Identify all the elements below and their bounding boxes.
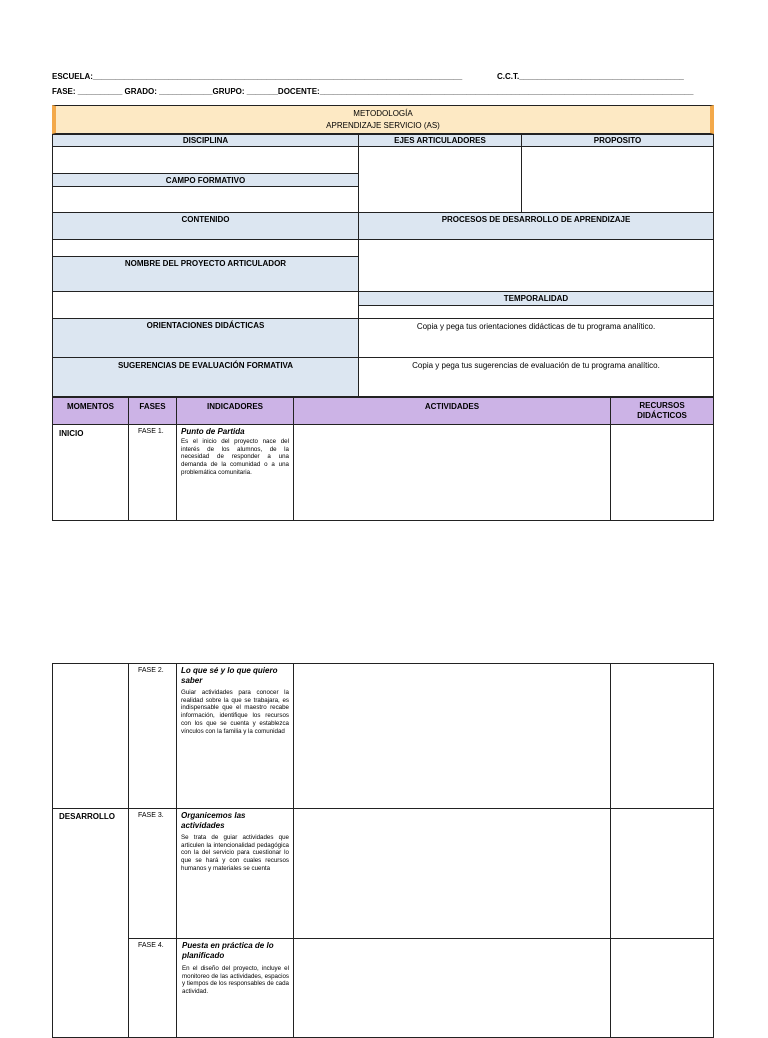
fase-cell bbox=[128, 938, 177, 1038]
contenido-header bbox=[52, 212, 359, 240]
recursos-cell[interactable] bbox=[610, 663, 714, 809]
actividades-label: ACTIVIDADES bbox=[424, 402, 480, 411]
fase-label: FASE 1. bbox=[138, 428, 164, 435]
momento-label: INICIO bbox=[59, 429, 84, 438]
campo-header bbox=[52, 173, 359, 187]
nombre-label: NOMBRE DEL PROYECTO ARTICULADOR bbox=[124, 259, 287, 268]
orientaciones-label: ORIENTACIONES DIDÁCTICAS bbox=[146, 321, 265, 330]
sugerencias-label: SUGERENCIAS DE EVALUACIÓN FORMATIVA bbox=[117, 361, 294, 370]
table-row bbox=[52, 808, 129, 1038]
actividades-cell[interactable] bbox=[293, 938, 611, 1038]
fase-cell bbox=[128, 663, 177, 809]
indicador-desc: Se trata de guiar actividades que articulen la intencionalidad pedagógica con la del servicio para cuestionar lo que se hará y con cuales recursos humanos y materiales se cuenta bbox=[181, 834, 289, 872]
cct-line: C.C.T._____________________________________ bbox=[497, 72, 684, 81]
indicador-desc: Es el inicio del proyecto nace del interés de los alumnos, de la necesidad de responder a una demanda de la comunidad o a una problemática comunitaria. bbox=[181, 438, 289, 476]
indicador-cell bbox=[176, 424, 294, 521]
fases-label: FASES bbox=[139, 402, 166, 411]
indicador-title: Organicemos las actividades bbox=[181, 811, 246, 830]
nombre-field[interactable] bbox=[52, 291, 359, 319]
recursos-header bbox=[610, 397, 714, 425]
fase-label: FASE 3. bbox=[138, 812, 164, 819]
sugerencias-text: Copia y pega tus sugerencias de evaluación de tu programa analítico. bbox=[412, 361, 660, 370]
fase-cell bbox=[128, 424, 177, 521]
proposito-label: PROPOSITO bbox=[593, 136, 642, 145]
indicador-title: Punto de Partida bbox=[181, 427, 245, 436]
indicador-title: Puesta en práctica de lo planificado bbox=[182, 941, 274, 960]
momento-label: DESARROLLO bbox=[59, 812, 115, 821]
indicador-title: Lo que sé y lo que quiero saber bbox=[181, 666, 278, 685]
sugerencias-field[interactable] bbox=[358, 357, 714, 397]
disciplina-field[interactable] bbox=[52, 146, 359, 174]
indicadores-label: INDICADORES bbox=[206, 402, 263, 411]
indicador-desc: En el diseño del proyecto, incluye el monitoreo de las actividades, espacios y tiempos de los responsables de cada actividad. bbox=[182, 965, 289, 996]
recursos-cell[interactable] bbox=[610, 938, 714, 1038]
momentos-label: MOMENTOS bbox=[67, 402, 114, 411]
fase-cell bbox=[128, 808, 177, 939]
fases-header bbox=[128, 397, 177, 425]
indicador-cell bbox=[176, 938, 294, 1038]
orientaciones-field[interactable] bbox=[358, 318, 714, 358]
fase-label: FASE 2. bbox=[138, 667, 164, 674]
procesos-header bbox=[358, 212, 714, 240]
table-row bbox=[52, 663, 129, 809]
contenido-field[interactable] bbox=[52, 239, 359, 257]
recursos-label-2: DIDÁCTICOS bbox=[637, 411, 687, 420]
nombre-header bbox=[52, 256, 359, 292]
contenido-label: CONTENIDO bbox=[181, 215, 230, 224]
recursos-cell[interactable] bbox=[610, 808, 714, 939]
procesos-field[interactable] bbox=[358, 239, 714, 292]
actividades-cell[interactable] bbox=[293, 424, 611, 521]
table-row bbox=[52, 424, 129, 521]
temporalidad-label: TEMPORALIDAD bbox=[503, 294, 569, 303]
campo-label: CAMPO FORMATIVO bbox=[165, 176, 246, 185]
temporalidad-field[interactable] bbox=[358, 305, 714, 319]
metodologia-banner bbox=[52, 105, 714, 134]
actividades-header bbox=[293, 397, 611, 425]
escuela-line: ESCUELA:___________________________________________________________________________________ bbox=[52, 72, 463, 81]
actividades-cell[interactable] bbox=[293, 663, 611, 809]
indicador-cell bbox=[176, 808, 294, 939]
procesos-label: PROCESOS DE DESARROLLO DE APRENDIZAJE bbox=[441, 215, 631, 224]
fase-label: FASE 4. bbox=[138, 942, 164, 949]
indicador-desc: Guiar actividades para conocer la realidad sobre la que se trabajara, es indispensable que el maestro recabe información, identifique los recursos con los que se cuenta y establezca vínculos con la familia y la comunidad bbox=[181, 689, 289, 735]
ejes-label: EJES ARTICULADORES bbox=[394, 136, 486, 145]
actividades-cell[interactable] bbox=[293, 808, 611, 939]
recursos-cell[interactable] bbox=[610, 424, 714, 521]
recursos-label-1: RECURSOS bbox=[639, 401, 685, 410]
orientaciones-header bbox=[52, 318, 359, 358]
metodologia-title: METODOLOGÍA bbox=[353, 109, 413, 118]
orientaciones-text: Copia y pega tus orientaciones didácticas de tu programa analítico. bbox=[416, 322, 656, 331]
metodologia-subtitle: APRENDIZAJE SERVICIO (AS) bbox=[326, 121, 440, 130]
ejes-field[interactable] bbox=[358, 146, 522, 213]
temporalidad-header bbox=[358, 291, 714, 306]
disciplina-label: DISCIPLINA bbox=[182, 136, 229, 145]
indicador-cell bbox=[176, 663, 294, 809]
fase-grado-line: FASE: __________ GRADO: ____________GRUPO: _______DOCENTE:____________________________________________________________________________________ bbox=[52, 87, 694, 96]
sugerencias-header bbox=[52, 357, 359, 397]
campo-field[interactable] bbox=[52, 186, 359, 213]
momentos-header bbox=[52, 397, 129, 425]
indicadores-header bbox=[176, 397, 294, 425]
proposito-field[interactable] bbox=[521, 146, 714, 213]
